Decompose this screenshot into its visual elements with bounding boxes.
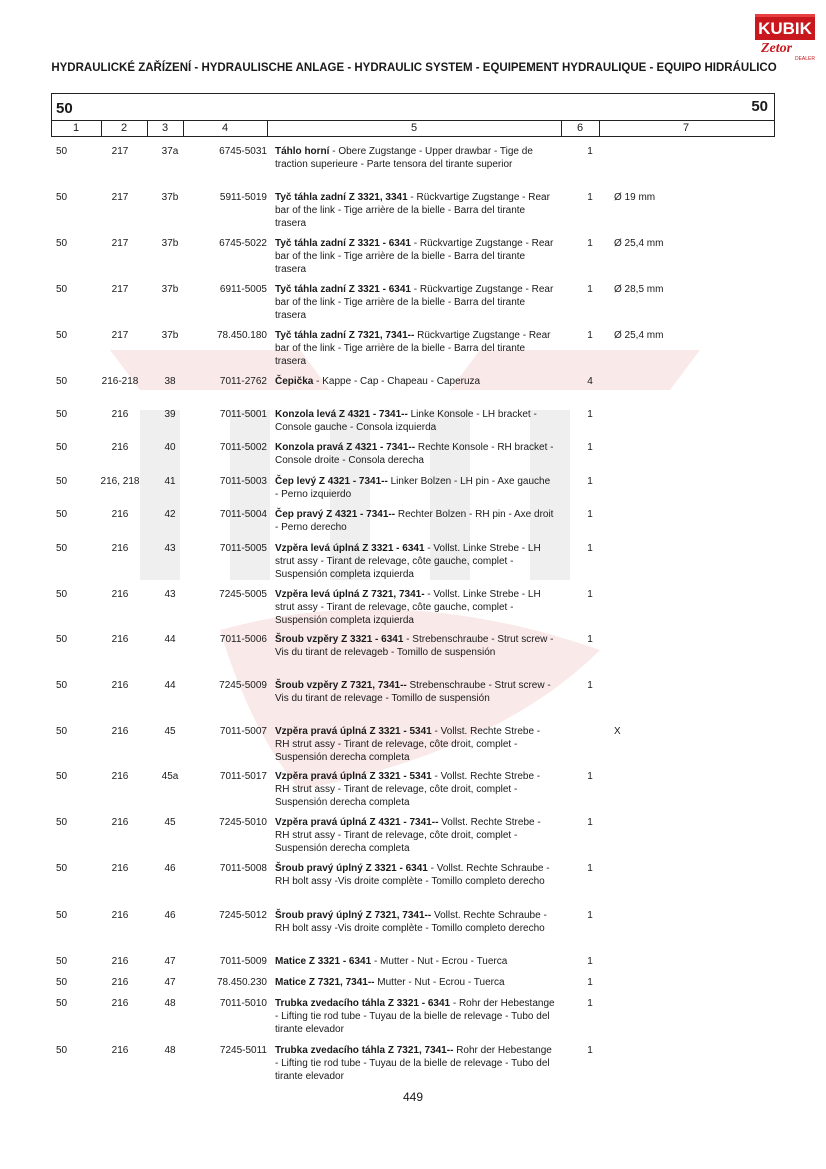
figure-cell: 216 [111, 442, 129, 453]
description-cell [275, 909, 555, 935]
part-number-cell: 78.450.230 [216, 977, 267, 988]
quantity-cell: 1 [587, 998, 593, 1009]
part-number-cell: 6745-5022 [219, 238, 267, 249]
figure-cell: 216 [111, 589, 129, 600]
note-cell: Ø 25,4 mm [614, 330, 664, 341]
part-translations: - Rückvartige Zugstange - Rear bar of the link - Tige arrière de la bielle - Barra del tirante trasera [275, 284, 554, 321]
description-cell [275, 862, 555, 888]
group-cell: 50 [56, 680, 68, 691]
position-cell: 46 [164, 863, 176, 874]
brand-logo [755, 14, 815, 64]
part-translations: - Vollst. Rechte Schraube - RH bolt assy -Vis droite complète - Tomillo completo derecho [275, 863, 550, 887]
part-name: Šroub vzpěry Z 3321 - 6341 [275, 634, 404, 645]
group-cell: 50 [56, 817, 68, 828]
position-cell: 45a [161, 771, 179, 782]
note-cell: Ø 28,5 mm [614, 284, 664, 295]
description-cell [275, 770, 555, 809]
part-number-cell: 7011-5007 [219, 726, 267, 737]
group-cell: 50 [56, 998, 68, 1009]
position-cell: 39 [164, 409, 176, 420]
group-number-right: 50 [751, 98, 768, 115]
position-cell: 42 [164, 509, 176, 520]
position-cell: 38 [164, 376, 176, 387]
part-name: Vzpěra levá úplná Z 3321 - 6341 [275, 543, 425, 554]
description-cell [275, 816, 555, 855]
part-number-cell: 6911-5005 [219, 284, 267, 295]
quantity-cell: 1 [587, 771, 593, 782]
group-cell: 50 [56, 146, 68, 157]
description-cell [275, 329, 555, 368]
part-translations: Linke Konsole - LH bracket - Console gauche - Consola izquierda [275, 409, 537, 433]
table-header [51, 120, 775, 137]
part-number-cell: 7245-5012 [219, 910, 267, 921]
part-name: Trubka zvedacího táhla Z 3321 - 6341 [275, 998, 451, 1009]
note-cell: X [614, 726, 621, 737]
part-translations: Vollst. Rechte Strebe - RH strut assy - Tirant de relevage, côte droit, complet - Suspensión derecha completa [275, 817, 541, 854]
figure-cell: 216 [111, 771, 129, 782]
part-name: Tyč táhla zadní Z 3321, 3341 [275, 192, 408, 203]
part-name: Konzola levá Z 4321 - 7341-- [275, 409, 408, 420]
description-cell [275, 145, 555, 171]
group-cell: 50 [56, 634, 68, 645]
part-translations: Linker Bolzen - LH pin - Axe gauche - Perno izquierdo [275, 476, 551, 500]
group-cell: 50 [56, 771, 68, 782]
quantity-cell: 1 [587, 910, 593, 921]
description-cell [275, 375, 555, 388]
group-cell: 50 [56, 476, 68, 487]
part-number-cell: 7011-5017 [219, 771, 267, 782]
part-name: Tyč táhla zadní Z 3321 - 6341 [275, 284, 411, 295]
quantity-cell: 1 [587, 634, 593, 645]
part-name: Vzpěra pravá úplná Z 4321 - 7341-- [275, 817, 439, 828]
part-translations: - Vollst. Rechte Strebe - RH strut assy - Tirant de relevage, côte droit, complet - Suspensión derecha completa [275, 726, 541, 763]
part-number-cell: 7011-5010 [219, 998, 267, 1009]
position-cell: 40 [164, 442, 176, 453]
position-cell: 37b [161, 284, 179, 295]
group-cell: 50 [56, 910, 68, 921]
part-name: Šroub pravý úplný Z 3321 - 6341 [275, 863, 428, 874]
description-cell [275, 508, 555, 534]
part-translations: - Rückvartige Zugstange - Rear bar of the link - Tige arrière de la bielle - Barra del tirante trasera [275, 192, 550, 229]
figure-cell: 216 [111, 1045, 129, 1056]
position-cell: 37b [161, 330, 179, 341]
part-number-cell: 7011-5008 [219, 863, 267, 874]
group-cell: 50 [56, 863, 68, 874]
header-col-5: 5 [267, 121, 562, 136]
quantity-cell: 1 [587, 192, 593, 203]
logo-dealer: DEALER [794, 56, 815, 62]
part-number-cell: 7011-5006 [219, 634, 267, 645]
header-col-4: 4 [183, 121, 268, 136]
figure-cell: 216, 218 [100, 476, 140, 487]
part-number-cell: 78.450.180 [216, 330, 267, 341]
figure-cell: 217 [111, 192, 129, 203]
group-cell: 50 [56, 330, 68, 341]
part-name: Čep levý Z 4321 - 7341-- [275, 476, 388, 487]
part-translations: - Vollst. Linke Strebe - LH strut assy - Tirant de relevage, côte gauche, complet - Suspensión completa izquierda [275, 589, 541, 626]
figure-cell: 216 [111, 956, 129, 967]
figure-cell: 217 [111, 284, 129, 295]
description-cell [275, 475, 555, 501]
group-number-left: 50 [56, 100, 73, 117]
part-translations: Rechte Konsole - RH bracket - Console droite - Consola derecha [275, 442, 554, 466]
part-translations: Rechter Bolzen - RH pin - Axe droit - Perno derecho [275, 509, 554, 533]
position-cell: 47 [164, 956, 176, 967]
part-number-cell: 7011-2762 [219, 376, 267, 387]
quantity-cell: 1 [587, 146, 593, 157]
quantity-cell: 1 [587, 589, 593, 600]
part-translations: Rohr der Hebestange - Lifting tie rod tube - Tuyau de la bielle de relevage - Tubo del tirante elevador [275, 1045, 552, 1082]
position-cell: 37b [161, 238, 179, 249]
part-name: Matice Z 3321 - 6341 [275, 956, 372, 967]
quantity-cell: 4 [587, 376, 593, 387]
figure-cell: 216 [111, 863, 129, 874]
quantity-cell: 1 [587, 956, 593, 967]
part-translations: Strebenschraube - Strut screw - Vis du tirant de relevage - Tomillo de suspensión [275, 680, 551, 704]
part-translations: - Obere Zugstange - Upper drawbar - Tige de traction superieure - Parte tensora del tirante superior [275, 146, 533, 170]
figure-cell: 217 [111, 146, 129, 157]
part-number-cell: 7245-5005 [219, 589, 267, 600]
part-name: Trubka zvedacího táhla Z 7321, 7341-- [275, 1045, 454, 1056]
position-cell: 37a [161, 146, 179, 157]
part-name: Matice Z 7321, 7341-- [275, 977, 375, 988]
description-cell [275, 542, 555, 581]
position-cell: 43 [164, 589, 176, 600]
position-cell: 45 [164, 726, 176, 737]
figure-cell: 217 [111, 238, 129, 249]
description-cell [275, 1044, 555, 1083]
figure-cell: 216 [111, 726, 129, 737]
part-translations: - Rückvartige Zugstange - Rear bar of the link - Tige arrière de la bielle - Barra del tirante trasera [275, 238, 554, 275]
quantity-cell: 1 [587, 1045, 593, 1056]
part-translations: - Rohr der Hebestange - Lifting tie rod tube - Tuyau de la bielle de relevage - Tubo del tirante elevador [275, 998, 555, 1035]
figure-cell: 216 [111, 998, 129, 1009]
group-cell: 50 [56, 376, 68, 387]
part-name: Čep pravý Z 4321 - 7341-- [275, 509, 396, 520]
part-translations: - Strebenschraube - Strut screw - Vis du tirant de relevageb - Tomillo de suspensión [275, 634, 554, 658]
part-number-cell: 7245-5010 [219, 817, 267, 828]
description-cell [275, 283, 555, 322]
part-translations: Rückvartige Zugstange - Rear bar of the link - Tige arrière de la bielle - Barra del tirante trasera [275, 330, 551, 367]
group-cell: 50 [56, 589, 68, 600]
part-number-cell: 7011-5002 [219, 442, 267, 453]
group-cell: 50 [56, 509, 68, 520]
part-name: Táhlo horní [275, 146, 330, 157]
part-number-cell: 7245-5011 [219, 1045, 267, 1056]
group-cell: 50 [56, 956, 68, 967]
part-translations: - Vollst. Rechte Strebe - RH strut assy - Tirant de relevage, côte droit, complet - Suspensión derecha completa [275, 771, 541, 808]
part-number-cell: 7011-5001 [219, 409, 267, 420]
part-name: Vzpěra pravá úplná Z 3321 - 5341 [275, 771, 432, 782]
part-translations: - Kappe - Cap - Chapeau - Caperuza [313, 376, 481, 387]
part-translations: - Vollst. Linke Strebe - LH strut assy - Tirant de relevage, côte gauche, complet - Suspensión completa izquierda [275, 543, 541, 580]
page-number: 449 [402, 1090, 424, 1104]
part-name: Tyč táhla zadní Z 7321, 7341-- [275, 330, 415, 341]
header-col-3: 3 [147, 121, 184, 136]
description-cell [275, 408, 555, 434]
part-name: Vzpěra levá úplná Z 7321, 7341- [275, 589, 425, 600]
quantity-cell: 1 [587, 863, 593, 874]
logo-kubik: KUBIK [755, 14, 815, 40]
figure-cell: 217 [111, 330, 129, 341]
position-cell: 45 [164, 817, 176, 828]
position-cell: 48 [164, 998, 176, 1009]
quantity-cell: 1 [587, 977, 593, 988]
part-translations: - Mutter - Nut - Ecrou - Tuerca [371, 956, 508, 967]
page-title: HYDRAULICKÉ ZAŘÍZENÍ - HYDRAULISCHE ANLAGE - HYDRAULIC SYSTEM - EQUIPEMENT HYDRAULIQUE - EQUIPO HIDRÁULICO [51, 62, 777, 74]
header-col-2: 2 [101, 121, 148, 136]
quantity-cell: 1 [587, 543, 593, 554]
group-cell: 50 [56, 543, 68, 554]
figure-cell: 216 [111, 409, 129, 420]
description-cell [275, 679, 555, 705]
group-cell: 50 [56, 977, 68, 988]
quantity-cell: 1 [587, 330, 593, 341]
part-number-cell: 7011-5005 [219, 543, 267, 554]
description-cell [275, 237, 555, 276]
description-cell [275, 633, 555, 659]
quantity-cell: 1 [587, 238, 593, 249]
quantity-cell: 1 [587, 680, 593, 691]
position-cell: 46 [164, 910, 176, 921]
figure-cell: 216 [111, 910, 129, 921]
position-cell: 44 [164, 634, 176, 645]
description-cell [275, 976, 555, 989]
position-cell: 37b [161, 192, 179, 203]
part-number-cell: 7011-5004 [219, 509, 267, 520]
group-cell: 50 [56, 726, 68, 737]
part-number-cell: 7245-5009 [219, 680, 267, 691]
header-col-6: 6 [561, 121, 600, 136]
part-number-cell: 5911-5019 [219, 192, 267, 203]
part-number-cell: 7011-5009 [219, 956, 267, 967]
note-cell: Ø 19 mm [614, 192, 656, 203]
description-cell [275, 441, 555, 467]
position-cell: 41 [164, 476, 176, 487]
description-cell [275, 997, 555, 1036]
header-col-7: 7 [682, 122, 690, 134]
figure-cell: 216 [111, 977, 129, 988]
part-translations: Vollst. Rechte Schraube - RH bolt assy -Vis droite complète - Tomillo completo derecho [275, 910, 547, 934]
header-col-1: 1 [51, 121, 102, 136]
description-cell [275, 191, 555, 230]
quantity-cell: 1 [587, 409, 593, 420]
part-number-cell: 6745-5031 [219, 146, 267, 157]
part-name: Čepička [275, 376, 314, 387]
part-name: Konzola pravá Z 4321 - 7341-- [275, 442, 416, 453]
group-cell: 50 [56, 442, 68, 453]
figure-cell: 216 [111, 634, 129, 645]
group-cell: 50 [56, 238, 68, 249]
part-name: Šroub pravý úplný Z 7321, 7341-- [275, 910, 432, 921]
part-name: Tyč táhla zadní Z 3321 - 6341 [275, 238, 411, 249]
group-cell: 50 [56, 1045, 68, 1056]
figure-cell: 216-218 [101, 376, 139, 387]
description-cell [275, 955, 555, 968]
part-name: Vzpěra pravá úplná Z 3321 - 5341 [275, 726, 432, 737]
description-cell [275, 725, 555, 764]
logo-zetor: Zetor [761, 41, 793, 56]
part-number-cell: 7011-5003 [219, 476, 267, 487]
group-cell: 50 [56, 284, 68, 295]
quantity-cell: 1 [587, 476, 593, 487]
figure-cell: 216 [111, 509, 129, 520]
description-cell [275, 588, 555, 627]
group-cell: 50 [56, 192, 68, 203]
quantity-cell: 1 [587, 284, 593, 295]
figure-cell: 216 [111, 680, 129, 691]
position-cell: 43 [164, 543, 176, 554]
quantity-cell: 1 [587, 509, 593, 520]
part-name: Šroub vzpěry Z 7321, 7341-- [275, 680, 407, 691]
figure-cell: 216 [111, 817, 129, 828]
position-cell: 44 [164, 680, 176, 691]
figure-cell: 216 [111, 543, 129, 554]
part-translations: Mutter - Nut - Ecrou - Tuerca [374, 977, 505, 988]
group-cell: 50 [56, 409, 68, 420]
position-cell: 47 [164, 977, 176, 988]
quantity-cell: 1 [587, 817, 593, 828]
quantity-cell: 1 [587, 442, 593, 453]
position-cell: 48 [164, 1045, 176, 1056]
note-cell: Ø 25,4 mm [614, 238, 664, 249]
